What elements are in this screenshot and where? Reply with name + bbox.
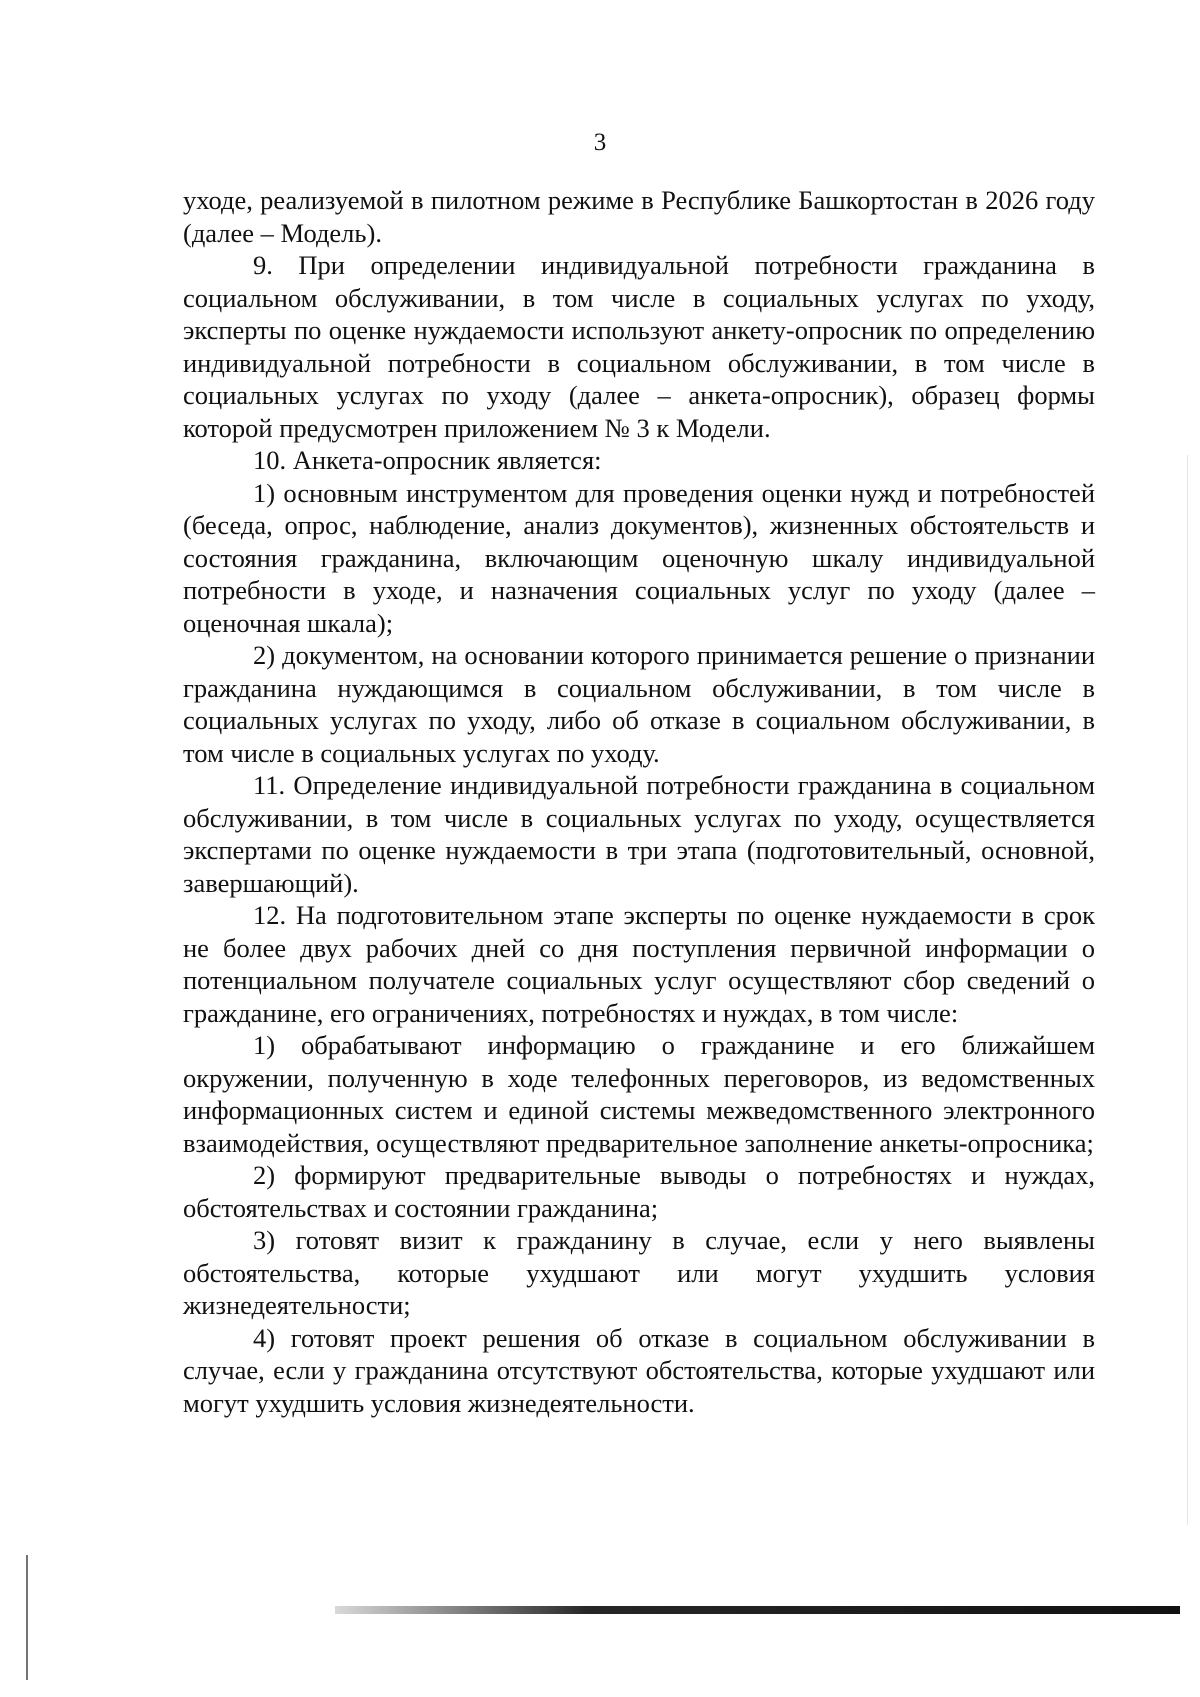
paragraph-item-10: 10. Анкета-опросник является: [253,445,602,475]
scan-artifact-left-edge [26,1555,28,1680]
paragraph-item-12-1: 1) обрабатывают информацию о гражданине и его ближайшем окружении, полученную в ходе телефонных переговоров, из ведомственных информационных систем и единой системы межведомственного электронного взаимодействия, осуществляют предварительное заполнение анкеты-опросника; [183,1030,1095,1158]
document-body [183,184,1095,1419]
paragraph-intro-continuation: уходе, реализуемой в пилотном режиме в Республике Башкортостан в 2026 году (далее – Модель). [183,185,1095,248]
paragraph-item-9: 9. При определении индивидуальной потребности гражданина в социальном обслуживании, в том числе в социальных услугах по уходу, эксперты по оценке нуждаемости используют анкету-опросник по определению индивидуальной потребности в социальном обслуживании, в том числе в социальных услугах по уходу (далее – анкета-опросник), образец формы которой предусмотрен приложением № 3 к Модели. [183,250,1095,443]
scan-artifact-right-edge [1187,455,1188,1525]
paragraph-item-12-4: 4) готовят проект решения об отказе в социальном обслуживании в случае, если у гражданина отсутствуют обстоятельства, которые ухудшают или могут ухудшить условия жизнедеятельности. [183,1322,1095,1418]
paragraph-item-10-2: 2) документом, на основании которого принимается решение о признании гражданина нуждающимся в социальном обслуживании, в том числе в социальных услугах по уходу, либо об отказе в социальном обслуживании, в том числе в социальных услугах по уходу. [183,640,1095,768]
scan-artifact-bottom-bar [335,1606,1180,1614]
paragraph-item-12-2: 2) формируют предварительные выводы о потребностях и нуждах, обстоятельствах и состоянии гражданина; [183,1160,1095,1223]
paragraph-item-12: 12. На подготовительном этапе эксперты по оценке нуждаемости в срок не более двух рабочих дней со дня поступления первичной информации о потенциальном получателе социальных услуг осуществляют сбор сведений о гражданине, его ограничениях, потребностях и нуждах, в том числе: [183,900,1095,1028]
paragraph-item-10-1: 1) основным инструментом для проведения оценки нужд и потребностей (беседа, опрос, наблюдение, анализ документов), жизненных обстоятельств и состояния гражданина, включающим оценочную шкалу индивидуальной потребности в уходе, и назначения социальных услуг по уходу (далее – оценочная шкала); [183,477,1095,638]
paragraph-item-11: 11. Определение индивидуальной потребности гражданина в социальном обслуживании, в том числе в социальных услугах по уходу, осуществляется экспертами по оценке нуждаемости в три этапа (подготовительный, основной, завершающий). [183,770,1095,898]
page-number: 3 [593,129,607,156]
paragraph-item-12-3: 3) готовят визит к гражданину в случае, если у него выявлены обстоятельства, которые ухудшают или могут ухудшить условия жизнедеятельности; [183,1225,1095,1320]
